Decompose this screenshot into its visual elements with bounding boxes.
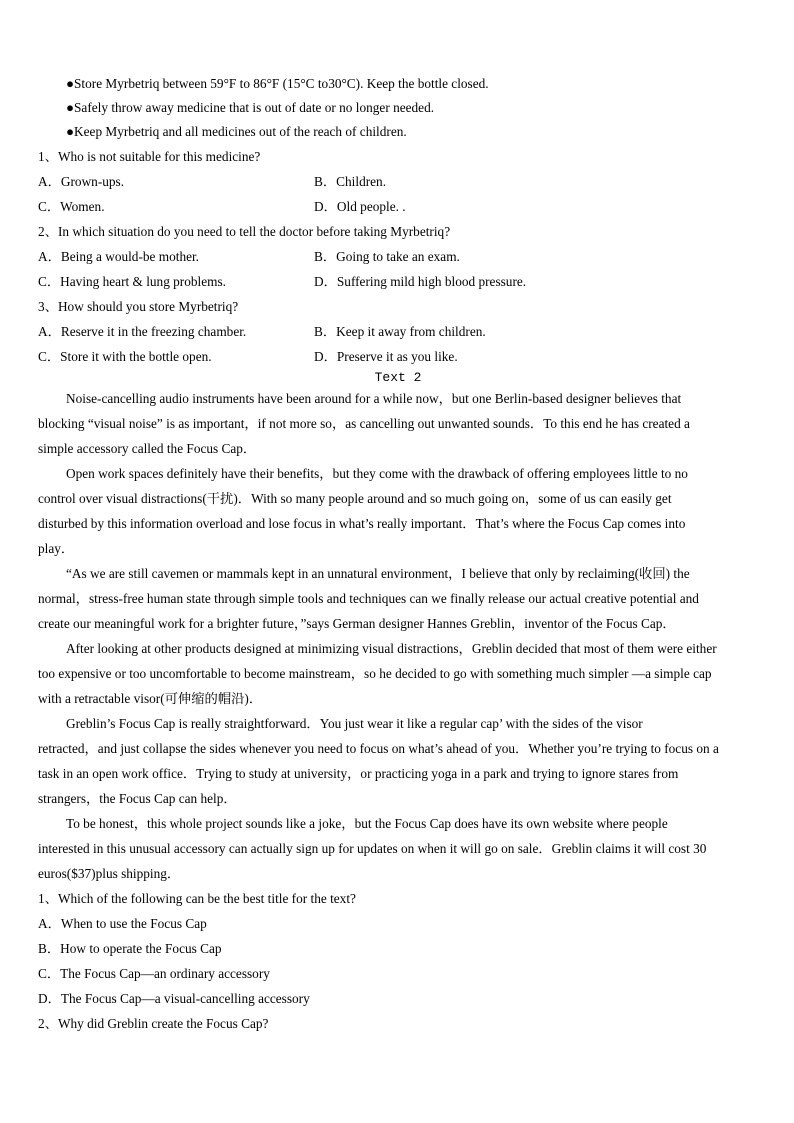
question: 1、Which of the following can be the best title for the text? — [38, 891, 356, 906]
answer-option: A．Grown-ups. — [38, 174, 125, 189]
answer-option: D．The Focus Cap—a visual-cancelling accessory — [38, 991, 310, 1006]
paragraph-line: After looking at other products designed at minimizing visual distractions，Greblin decided that most of them were either — [66, 641, 717, 656]
question: 3、How should you store Myrbetriq? — [38, 299, 239, 314]
storage-bullet: ●Safely throw away medicine that is out of date or no longer needed. — [66, 100, 435, 115]
answer-option: C．Having heart & lung problems. — [38, 274, 226, 289]
storage-bullet: ●Store Myrbetriq between 59°F to 86°F (15°C to30°C). Keep the bottle closed. — [66, 76, 489, 91]
paragraph-line: Open work spaces definitely have their benefits，but they come with the drawback of offering employees little to no — [66, 466, 688, 481]
paragraph-line: too expensive or too uncomfortable to become mainstream，so he decided to go with something much simpler —a simple cap — [38, 666, 712, 681]
answer-option: D．Suffering mild high blood pressure. — [314, 274, 527, 289]
answer-option: B．Keep it away from children. — [314, 324, 486, 339]
document-page — [38, 72, 758, 1036]
paragraph-line: retracted，and just collapse the sides whenever you need to focus on what’s ahead of you．Whether you’re trying to focus on a — [38, 741, 719, 756]
paragraph-line: create our meaningful work for a brighter future，”says German designer Hannes Greblin，inventor of the Focus Cap． — [38, 616, 676, 631]
option-row — [38, 169, 758, 194]
answer-option: A．When to use the Focus Cap — [38, 916, 207, 931]
paragraph-line: Noise-cancelling audio instruments have been around for a while now，but one Berlin-based designer believes that — [66, 391, 682, 406]
option-row — [38, 194, 758, 219]
answer-option: D．Old people. . — [314, 199, 406, 214]
paragraph-line: task in an open work office．Trying to study at university，or practicing yoga in a park and trying to ignore stares from — [38, 766, 679, 781]
answer-option: C．Store it with the bottle open. — [38, 349, 212, 364]
question: 2、Why did Greblin create the Focus Cap? — [38, 1016, 269, 1031]
option-row — [38, 319, 758, 344]
paragraph-line: normal，stress-free human state through simple tools and techniques can we finally release our actual creative potential and — [38, 591, 699, 606]
paragraph-line: euros($37)plus shipping． — [38, 866, 181, 881]
answer-option: C．Women. — [38, 199, 105, 214]
paragraph-line: interested in this unusual accessory can actually sign up for updates on when it will go on sale．Greblin claims it will cost 30 — [38, 841, 707, 856]
question: 2、In which situation do you need to tell the doctor before taking Myrbetriq? — [38, 224, 451, 239]
answer-option: A．Being a would-be mother. — [38, 249, 200, 264]
paragraph-line: disturbed by this information overload and lose focus in what’s really important．That’s where the Focus Cap comes into — [38, 516, 686, 531]
option-row — [38, 269, 758, 294]
answer-option: D．Preserve it as you like. — [314, 349, 458, 364]
paragraph-line: To be honest，this whole project sounds like a joke，but the Focus Cap does have its own website where people — [66, 816, 668, 831]
answer-option: B．Children. — [314, 174, 387, 189]
section-title: Text 2 — [374, 370, 422, 385]
question: 1、Who is not suitable for this medicine? — [38, 149, 261, 164]
paragraph-line: blocking “visual noise” is as important，if not more so，as cancelling out unwanted sounds．To this end he has created a — [38, 416, 690, 431]
paragraph-line: Greblin’s Focus Cap is really straightforward．You just wear it like a regular cap’ with the sides of the visor — [66, 716, 643, 731]
storage-bullet: ●Keep Myrbetriq and all medicines out of the reach of children. — [66, 124, 407, 139]
paragraph-line: strangers，the Focus Cap can help． — [38, 791, 237, 806]
answer-option: B．How to operate the Focus Cap — [38, 941, 222, 956]
option-row — [38, 344, 758, 369]
answer-option: A．Reserve it in the freezing chamber. — [38, 324, 247, 339]
answer-option: C．The Focus Cap—an ordinary accessory — [38, 966, 270, 981]
answer-option: B．Going to take an exam. — [314, 249, 460, 264]
paragraph-line: control over visual distractions(干扰)．With so many people around and so much going on，some of us can easily get — [38, 491, 672, 506]
paragraph-line: simple accessory called the Focus Cap． — [38, 441, 257, 456]
paragraph-line: “As we are still cavemen or mammals kept in an unnatural environment，I believe that only by reclaiming(收回) the — [66, 566, 690, 581]
option-row — [38, 244, 758, 269]
paragraph-line: with a retractable visor(可伸缩的帽沿)． — [38, 691, 263, 706]
paragraph-line: play． — [38, 541, 75, 556]
